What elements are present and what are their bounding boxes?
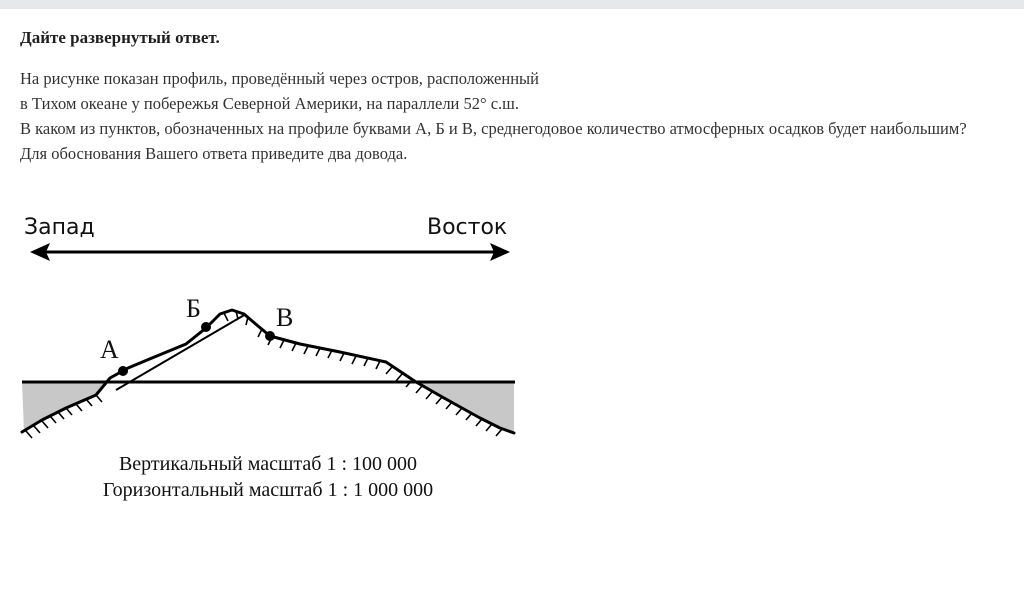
slope-line: [116, 314, 246, 390]
profile-diagram: [0, 200, 540, 510]
point-b-marker: [201, 322, 211, 332]
task-heading: Дайте развернутый ответ.: [20, 28, 220, 47]
east-label: Восток: [427, 215, 508, 240]
vertical-scale-caption: Вертикальный масштаб 1 : 100 000: [118, 453, 418, 475]
horizontal-scale-caption: Горизонтальный масштаб 1 : 1 000 000: [102, 479, 434, 501]
point-a-marker: [118, 366, 128, 376]
west-label: Запад: [24, 215, 95, 240]
question-line-1: На рисунке показан профиль, проведённый через остров, расположенный: [20, 69, 539, 88]
top-bar: [0, 0, 1024, 9]
island-profile-figure: [0, 200, 540, 510]
point-a-label: А: [100, 335, 119, 364]
point-b-label: Б: [186, 294, 201, 323]
question-line-4: Для обоснования Вашего ответа приведите два довода.: [20, 144, 408, 163]
question-line-3: В каком из пунктов, обозначенных на профиле буквами А, Б и В, среднегодовое количество атмосферных осадков будет наибольшим?: [20, 119, 967, 138]
point-v-marker: [265, 331, 275, 341]
point-v-label: В: [276, 303, 294, 332]
question-text: [20, 66, 996, 166]
question-line-2: в Тихом океане у побережья Северной Америки, на параллели 52° с.ш.: [20, 94, 520, 113]
direction-arrow: [30, 243, 510, 261]
terrain-profile: [22, 310, 514, 433]
